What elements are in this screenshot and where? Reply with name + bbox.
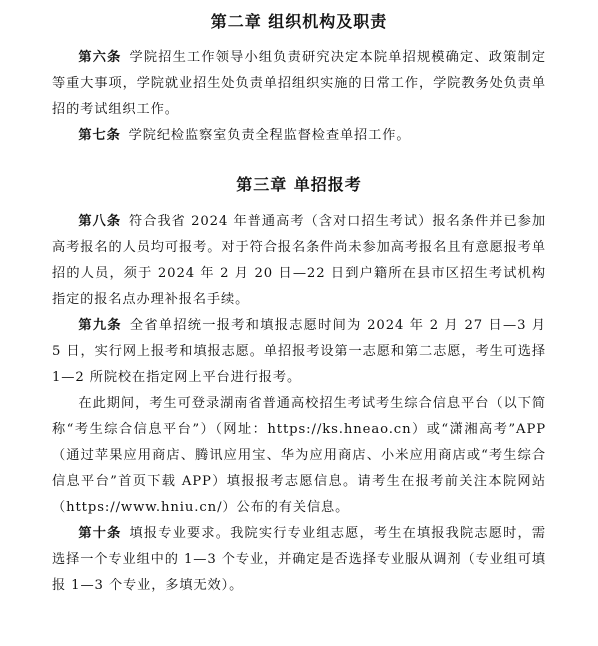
article-9 (52, 313, 546, 391)
article-7 (52, 123, 546, 149)
article-6-text: 学院招生工作领导小组负责研究决定本院单招规模确定、政策制定等重大事项，学院就业招生处负责单招组织实施的日常工作，学院教务处负责单招的考试组织工作。 (52, 50, 546, 117)
chapter-3-title: 第三章 单招报考 (236, 175, 362, 194)
article-6 (52, 45, 546, 123)
article-9-text: 全省单招统一报考和填报志愿时间为 2024 年 2 月 27 日—3 月 5 日，实行网上报考和填报志愿。单招报考设第一志愿和第二志愿，考生可选择 1—2 所院校在指定网上平台进行报考。 (52, 318, 546, 385)
article-9-note: 在此期间，考生可登录湖南省普通高校招生考试考生综合信息平台（以下简称“考生综合信息平台”）（网址：https://ks.hneao.cn）或“潇湘高考”APP（通过苹果应用商店、腾讯应用宝、华为应用商店、小米应用商店或“考生综合信息平台”首页下载 APP）填报报考志愿信息。请考生在报考前关注本院网站（https://www.hniu.cn/）公布的有关信息。 (52, 396, 546, 515)
article-10 (52, 521, 546, 599)
article-10-label: 第十条 (78, 526, 122, 541)
chapter-2-title: 第二章 组织机构及职责 (210, 12, 388, 31)
article-6-label: 第六条 (78, 50, 122, 65)
article-8 (52, 209, 546, 313)
article-7-label: 第七条 (78, 128, 121, 143)
article-10-text: 填报专业要求。我院实行专业组志愿，考生在填报我院志愿时，需选择一个专业组中的 1—3 个专业，并确定是否选择专业服从调剂（专业组可填报 1—3 个专业，多填无效）。 (52, 526, 546, 593)
article-8-text: 符合我省 2024 年普通高考（含对口招生考试）报名条件并已参加高考报名的人员均可报考。对于符合报名条件尚未参加高考报名且有意愿报考单招的人员，须于 2024 年 2 月 20 日—22 日到户籍所在县市区招生考试机构指定的报名点办理补报名手续。 (52, 214, 546, 307)
article-7-text: 学院纪检监察室负责全程监督检查单招工作。 (128, 128, 411, 143)
article-9-label: 第九条 (78, 318, 122, 333)
article-8-label: 第八条 (78, 214, 122, 229)
